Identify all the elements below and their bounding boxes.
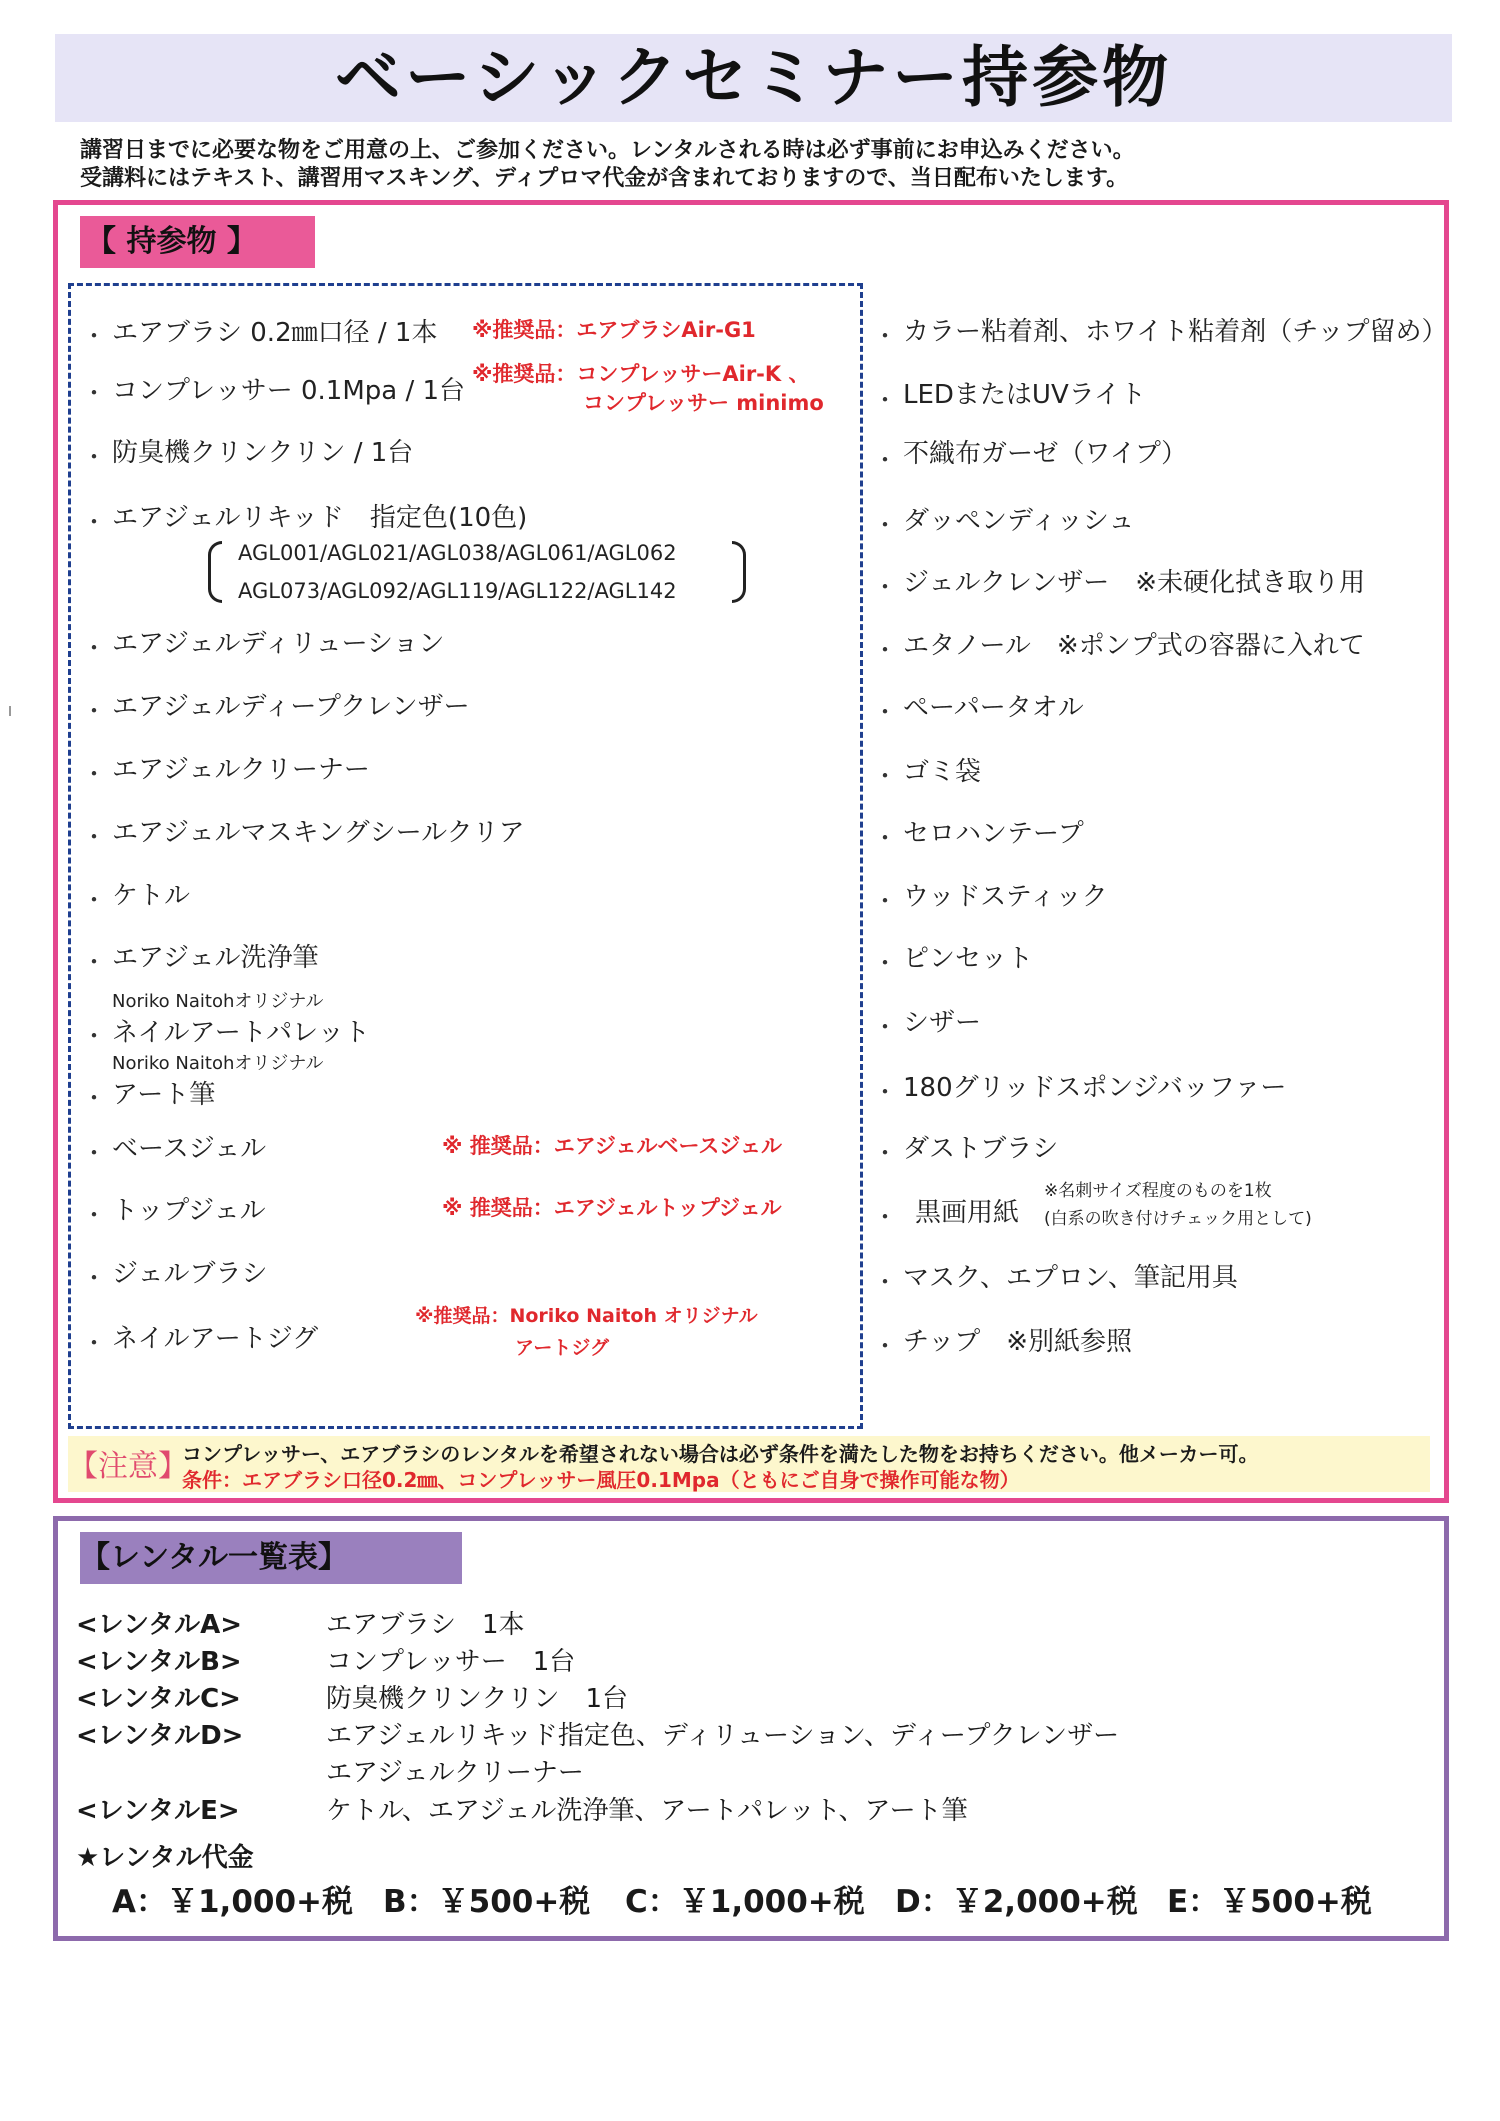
bullet: ・ xyxy=(873,1268,897,1296)
rental-section-label: 【レンタル一覧表】 xyxy=(80,1532,462,1584)
item-label: 180グリッドスポンジバッファー xyxy=(903,1073,1287,1103)
item-note-2: (白系の吹き付けチェック用として) xyxy=(1044,1209,1312,1229)
item-label: カラー粘着剤、ホワイト粘着剤（チップ留め） xyxy=(903,317,1448,347)
bullet: ・ xyxy=(873,573,897,601)
rental-fee-d: D：￥2,000+税 xyxy=(895,1884,1138,1920)
rental-fee-c: C：￥1,000+税 xyxy=(625,1884,865,1920)
rental-code: <レンタルA> xyxy=(76,1610,243,1640)
rental-code: <レンタルD> xyxy=(76,1721,244,1751)
item-label: 防臭機クリンクリン / 1台 xyxy=(112,438,414,468)
rental-contents-2: エアジェルクリーナー xyxy=(326,1758,584,1788)
item-note: ※名刺サイズ程度のものを1枚 xyxy=(1044,1181,1272,1201)
bullet: ・ xyxy=(82,1201,106,1229)
recommended-note: ※推奨品：エアブラシAir-G1 xyxy=(472,318,756,342)
bullet: ・ xyxy=(82,760,106,788)
item-label: 黒画用紙 xyxy=(915,1198,1020,1228)
items-section-label: 【 持参物 】 xyxy=(80,216,315,268)
caution-text: コンプレッサー、エアブラシのレンタルを希望されない場合は必ず条件を満たした物をお持ちください。他メーカー可。 xyxy=(182,1442,1259,1466)
brand-caption: Noriko Naitohオリジナル xyxy=(112,991,324,1012)
bullet: ・ xyxy=(873,1013,897,1041)
item-label: エアブラシ 0.2㎜口径 / 1本 xyxy=(112,318,438,348)
item-label: ジェルクレンザー ※未硬化拭き取り用 xyxy=(903,568,1366,598)
bullet: ・ xyxy=(82,823,106,851)
bullet: ・ xyxy=(873,511,897,539)
bullet: ・ xyxy=(82,1329,106,1357)
item-label: ネイルアートパレット xyxy=(112,1018,370,1048)
item-label: ダッペンディッシュ xyxy=(903,506,1135,536)
bullet: ・ xyxy=(873,446,897,474)
bullet: ・ xyxy=(873,1139,897,1167)
bullet: ・ xyxy=(873,1203,897,1231)
item-label: ジェルブラシ xyxy=(112,1259,268,1289)
caution-condition: 条件：エアブラシ口径0.2㎜、コンプレッサー風圧0.1Mpa（ともにご自身で操作可能な物） xyxy=(182,1468,1020,1492)
color-codes-line-1: AGL001/AGL021/AGL038/AGL061/AGL062 xyxy=(238,541,677,565)
item-label: アート筆 xyxy=(112,1080,216,1110)
item-label: エタノール ※ポンプ式の容器に入れて xyxy=(903,631,1365,661)
bullet: ・ xyxy=(82,508,106,536)
bullet: ・ xyxy=(82,1264,106,1292)
bullet: ・ xyxy=(82,443,106,471)
item-label: エアジェルディープクレンザー xyxy=(112,692,470,722)
bullet: ・ xyxy=(873,698,897,726)
bullet: ・ xyxy=(873,762,897,790)
item-label: エアジェルディリューション xyxy=(112,629,445,659)
item-label: 不織布ガーゼ（ワイプ） xyxy=(903,439,1188,469)
rental-contents: 防臭機クリンクリン 1台 xyxy=(326,1684,629,1714)
page-title: ベーシックセミナー持参物 xyxy=(334,39,1173,116)
item-label: セロハンテープ xyxy=(903,819,1084,849)
bullet: ・ xyxy=(873,636,897,664)
rental-contents: エアブラシ 1本 xyxy=(326,1610,525,1640)
intro-line-1: 講習日までに必要な物をご用意の上、ご参加ください。レンタルされる時は必ず事前にお申込みください。 xyxy=(80,138,1135,163)
item-label: ピンセット xyxy=(903,944,1034,974)
left-bracket xyxy=(208,541,222,603)
bullet: ・ xyxy=(82,379,106,407)
item-label: エアジェルクリーナー xyxy=(112,755,370,785)
rental-code: <レンタルC> xyxy=(76,1684,241,1714)
rental-fee-a: A：￥1,000+税 xyxy=(112,1884,354,1920)
recommended-note-2: コンプレッサー minimo xyxy=(583,391,824,415)
recommended-note: ※推奨品：Noriko Naitoh オリジナル xyxy=(415,1305,758,1327)
bullet: ・ xyxy=(82,322,106,350)
bullet: ・ xyxy=(82,886,106,914)
caution-label: 【注意】 xyxy=(68,1449,188,1484)
item-label: エアジェルリキッド 指定色(10色) xyxy=(112,503,528,533)
right-bracket xyxy=(732,541,746,603)
rental-code: <レンタルB> xyxy=(76,1647,242,1677)
intro-line-2: 受講料にはテキスト、講習用マスキング、ディプロマ代金が含まれておりますので、当日配布いたします。 xyxy=(80,166,1129,191)
item-label: ペーパータオル xyxy=(903,693,1084,723)
item-label: トップジェル xyxy=(112,1196,266,1226)
item-label: ケトル xyxy=(112,881,191,911)
color-codes-line-2: AGL073/AGL092/AGL119/AGL122/AGL142 xyxy=(238,579,677,603)
item-label: チップ ※別紙参照 xyxy=(903,1327,1133,1357)
bullet: ・ xyxy=(873,322,897,350)
rental-fee-title: ★レンタル代金 xyxy=(76,1843,254,1873)
bullet: ・ xyxy=(82,1084,106,1112)
rental-code: <レンタルE> xyxy=(76,1796,240,1826)
bullet: ・ xyxy=(873,824,897,852)
bullet: ・ xyxy=(82,697,106,725)
item-label: コンプレッサー 0.1Mpa / 1台 xyxy=(112,376,466,406)
bullet: ・ xyxy=(873,949,897,977)
bullet: ・ xyxy=(82,948,106,976)
bullet: ・ xyxy=(82,1139,106,1167)
recommended-note: ※ 推奨品：エアジェルトップジェル xyxy=(442,1196,782,1220)
recommended-note: ※ 推奨品：エアジェルベースジェル xyxy=(442,1134,782,1158)
rental-contents: コンプレッサー 1台 xyxy=(326,1647,576,1677)
item-label: エアジェルマスキングシールクリア xyxy=(112,818,525,848)
bullet: ・ xyxy=(82,634,106,662)
item-label: ウッドスティック xyxy=(903,882,1108,912)
scan-mark xyxy=(9,706,11,716)
bullet: ・ xyxy=(873,1078,897,1106)
recommended-note-2: アートジグ xyxy=(515,1337,610,1359)
item-label: シザー xyxy=(903,1008,982,1038)
recommended-note: ※推奨品：コンプレッサーAir-K 、 xyxy=(472,362,810,386)
item-label: LEDまたはUVライト xyxy=(903,380,1146,410)
rental-fee-e: E：￥500+税 xyxy=(1167,1884,1372,1920)
bullet: ・ xyxy=(873,1332,897,1360)
item-label: マスク、エプロン、筆記用具 xyxy=(903,1263,1238,1293)
item-label: ネイルアートジグ xyxy=(112,1324,319,1354)
rental-fee-b: B：￥500+税 xyxy=(383,1884,591,1920)
bullet: ・ xyxy=(82,1022,106,1050)
bullet: ・ xyxy=(873,386,897,414)
bullet: ・ xyxy=(873,887,897,915)
rental-contents: エアジェルリキッド指定色、ディリューション、ディープクレンザー xyxy=(326,1721,1120,1751)
item-label: ダストブラシ xyxy=(903,1134,1059,1164)
item-label: ベースジェル xyxy=(112,1134,267,1164)
item-label: エアジェル洗浄筆 xyxy=(112,943,319,973)
rental-contents: ケトル、エアジェル洗浄筆、アートパレット、アート筆 xyxy=(326,1796,968,1826)
item-label: ゴミ袋 xyxy=(903,757,982,787)
brand-caption: Noriko Naitohオリジナル xyxy=(112,1053,324,1074)
